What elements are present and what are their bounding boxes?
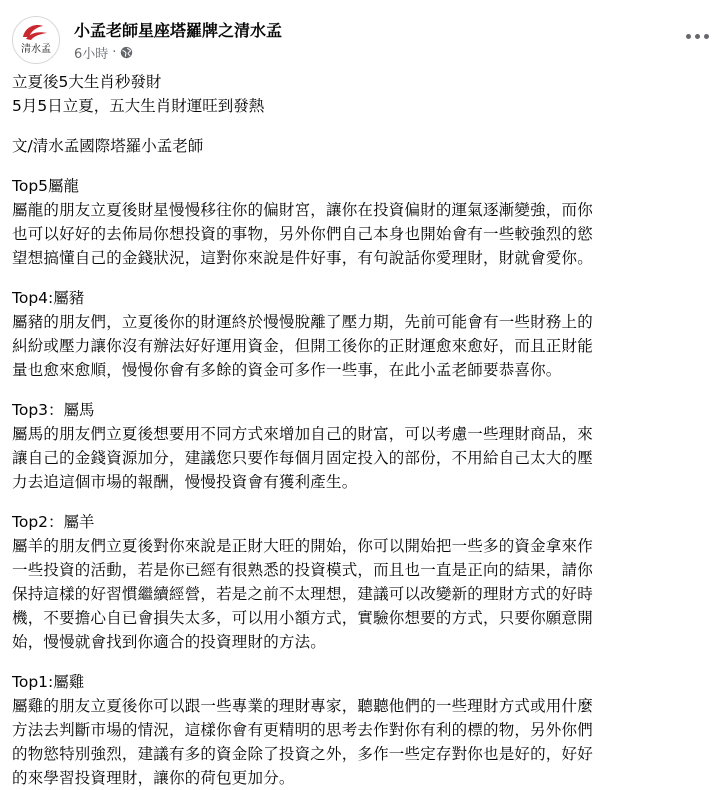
section-line: 望想搞懂自己的金錢狀況，這對你來說是件好事，有句說話你愛理財，財就會愛你。: [12, 249, 593, 267]
section-line: 機，不要擔心自已會損失太多，可以用小額方式，實驗你想要的方式，只要你願意開: [12, 609, 593, 627]
more-options-icon[interactable]: [683, 26, 711, 46]
section-line: 屬豬的朋友們，立夏後你的財運終於慢慢脫離了壓力期，先前可能會有一些財務上的: [12, 313, 593, 331]
section-top4: [12, 286, 712, 382]
section-heading: Top1:屬雞: [12, 673, 85, 691]
section-line: 量也愈來愈順，慢慢你會有多餘的資金可多作一些事，在此小孟老師要恭喜你。: [12, 361, 562, 379]
section-top1: [12, 670, 712, 790]
section-heading: Top4:屬豬: [12, 289, 85, 307]
section-heading: Top3：屬馬: [12, 401, 95, 419]
post-header: [12, 12, 713, 68]
section-line: 屬雞的朋友立夏後你可以跟一些專業的理財專家，聽聽他們的一些理財方式或用什麼: [12, 697, 593, 715]
section-line: 的來學習投資理財，讓你的荷包更加分。: [12, 769, 295, 787]
page-name-link[interactable]: 小孟老師星座塔羅牌之清水孟: [74, 21, 283, 40]
svg-text:清水孟: 清水孟: [21, 44, 51, 55]
section-line: 始，慢慢就會找到你適合的投資理財的方法。: [12, 633, 327, 651]
section-line: 一些投資的活動，若是你已經有很熟悉的投資模式，而且也一直是正向的結果，請你: [12, 561, 593, 579]
section-line: 的物慾特別強烈，建議有多的資金除了投資之外，多作一些定存對你也是好的，好好: [12, 745, 593, 763]
section-top3: [12, 398, 712, 494]
section-top5: [12, 174, 712, 270]
page-avatar[interactable]: [12, 16, 60, 64]
post-subtitle: 5月5日立夏，五大生肖財運旺到發熱: [12, 97, 265, 115]
globe-icon[interactable]: [120, 46, 133, 59]
section-heading: Top5屬龍: [12, 177, 80, 195]
section-line: 保持這樣的好習慣繼續經營，若是之前不太理想，建議可以改變新的理財方式的好時: [12, 585, 593, 603]
section-top2: [12, 510, 712, 654]
section-line: 糾紛或壓力讓你沒有辦法好好運用資金，但開工後你的正財運愈來愈好，而且正財能: [12, 337, 593, 355]
section-heading: Top2：屬羊: [12, 513, 95, 531]
post-meta: [74, 43, 133, 62]
section-line: 讓自己的金錢資源加分，建議您只要作每個月固定投入的部份，不用給自己太大的壓: [12, 449, 593, 467]
section-line: 屬龍的朋友立夏後財星慢慢移往你的偏財宮，讓你在投資偏財的運氣逐漸變強，而你: [12, 201, 593, 219]
section-line: 方法去判斷市場的情況，這樣你會有更精明的思考去作對你有利的標的物，另外你們: [12, 721, 593, 739]
section-line: 屬馬的朋友們立夏後想要用不同方式來增加自己的財富，可以考慮一些理財商品，來: [12, 425, 593, 443]
section-line: 也可以好好的去佈局你想投資的事物，另外你們自己本身也開始會有一些較強烈的慾: [12, 225, 593, 243]
avatar-logo-icon: [13, 17, 59, 63]
post-timestamp[interactable]: 6小時: [74, 47, 109, 62]
post-author: 文/清水孟國際塔羅小孟老師: [12, 137, 204, 155]
section-line: 力去追這個市場的報酬，慢慢投資會有獲利產生。: [12, 473, 358, 491]
post-title: 立夏後5大生肖秒發財: [12, 73, 162, 91]
meta-separator: ·: [112, 45, 117, 60]
post-body: [12, 70, 712, 790]
section-line: 屬羊的朋友們立夏後對你來說是正財大旺的開始，你可以開始把一些多的資金拿來作: [12, 537, 593, 555]
